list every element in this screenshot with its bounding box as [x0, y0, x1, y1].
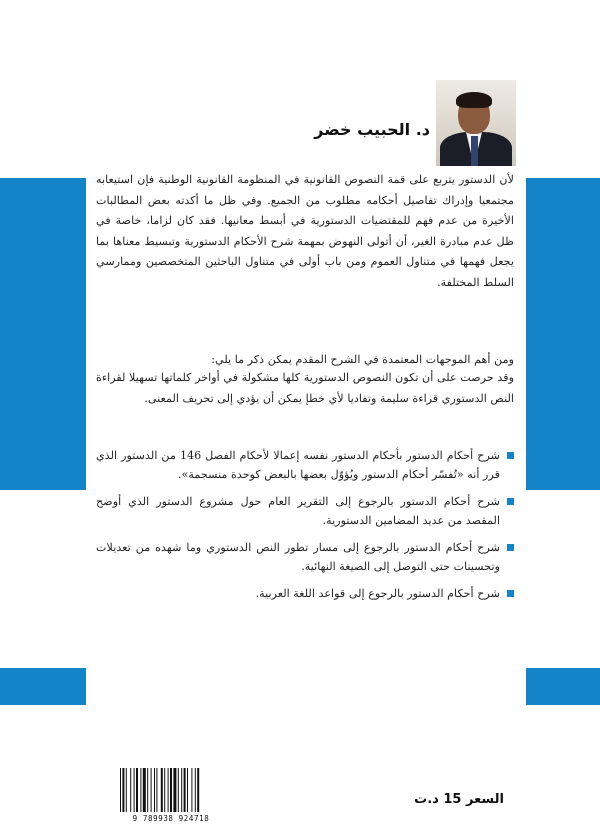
guidelines-intro-paragraph: ومن أهم الموجهات المعتمدة في الشرح المقدم يمكن ذكر ما يلي:: [211, 353, 514, 366]
list-item: [96, 446, 514, 484]
list-item-text: شرح أحكام الدستور بالرجوع إلى قواعد اللغة العربية.: [255, 587, 500, 600]
list-item: [96, 584, 514, 603]
bullet-square-icon: [507, 452, 514, 459]
isbn-number: 9 789938 924718: [132, 814, 210, 823]
author-photo: [436, 80, 516, 166]
list-item-text: شرح أحكام الدستور بالرجوع إلى التقرير العام حول مشروع الدستور الذي أوضح المقصد من عديد المضامين الدستورية.: [96, 495, 500, 527]
intro-paragraph: لأن الدستور يتربع على قمة النصوص القانونية في المنظومة القانونية الوطنية فإن استيعابه مجتمعيا وإدراك تفاصيل أحكامه مطلوب من الجميع. وفي ظل ما أكدته بعض المطالبات الأخيرة من عدم فهم للمقتضيات الدستورية في أبسط معانيها. فقد كان لزاما، خاصة في ظل عدم مبادرة الغير، أن أتولى النهوض بمهمة شرح الأحكام الدستورية وتبسيط معناها بما يجعل فهمها في متناول العموم ومن باب أولى في متناول الباحثين المتخصصين وممارسي السلط المختلفة.: [96, 173, 514, 289]
list-item: [96, 492, 514, 530]
bullet-square-icon: [507, 590, 514, 597]
price-label: السعر 15 د.ت: [414, 792, 504, 807]
barcode-bars: [118, 768, 224, 814]
bullet-square-icon: [507, 498, 514, 505]
author-name: د. الحبيب خضر: [314, 120, 430, 139]
list-item-text: شرح أحكام الدستور بالرجوع إلى مسار تطور النص الدستوري وما شهده من تعديلات وتحسينات حتى التوصل إلى الصيغة النهائية.: [96, 541, 500, 573]
list-item-text: شرح أحكام الدستور بأحكام الدستور نفسه إعمالا لأحكام الفصل 146 من الدستور الذي قرر أنه «تُفسّر أحكام الدستور ويُؤوّل بعضها بالبعض كوحدة منسجمة».: [96, 449, 500, 481]
list-item: [96, 538, 514, 576]
bullet-square-icon: [507, 544, 514, 551]
vocalization-paragraph: وقد حرصت على أن تكون النصوص الدستورية كلها مشكولة في أواخر كلماتها تسهيلا لقراءة النص الدستوري قراءة سليمة وتفاديا لأي خطإ يمكن أن يؤدي إلى تحريف المعنى.: [96, 371, 514, 405]
guidelines-list: [96, 446, 514, 611]
